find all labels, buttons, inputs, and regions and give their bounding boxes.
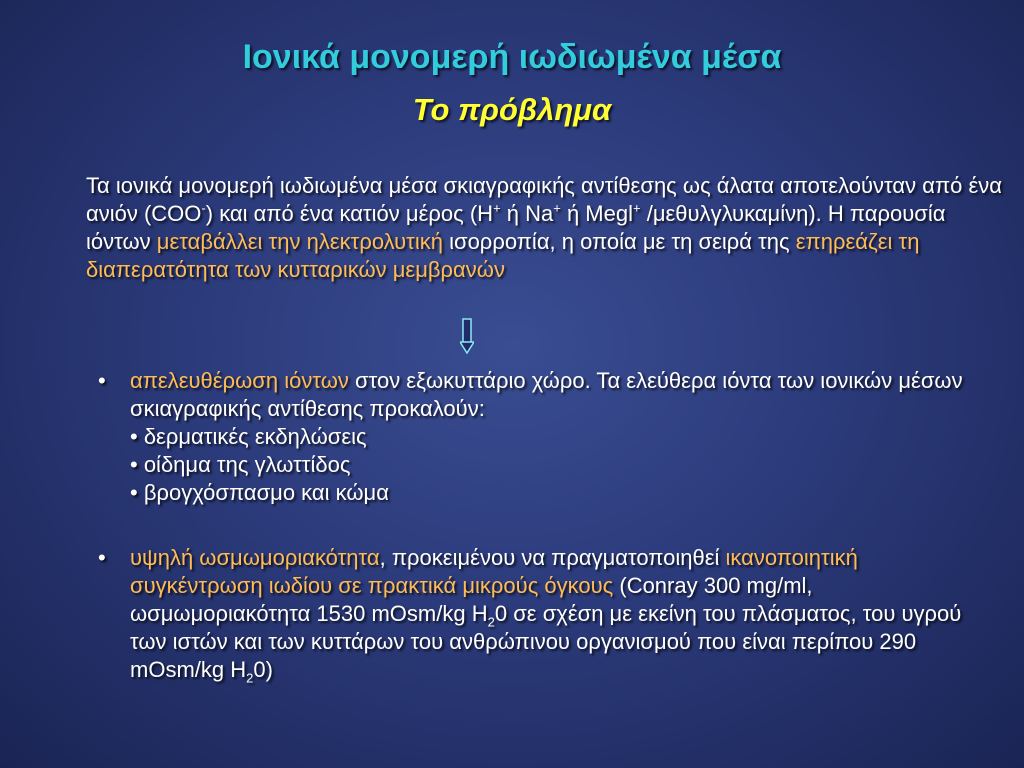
- bullet2-text-4: 0): [253, 657, 273, 682]
- bullet1-text: στον εξωκυττάριο χώρο. Τα ελεύθερα ιόντα των ιονικών μέσων σκιαγραφικής αντίθεσης προκαλούν:: [130, 368, 963, 421]
- slide-title: Ιονικά μονομερή ιωδιωμένα μέσα: [242, 38, 782, 76]
- intro-text-2: ) και από ένα κατιόν μέρος (H: [205, 201, 494, 226]
- intro-text-4: ή Megl: [560, 201, 633, 226]
- bullet-marker: •: [98, 545, 106, 570]
- superscript-plus-2: +: [553, 200, 561, 216]
- sub-item: • οίδημα της γλωττίδος: [130, 452, 351, 477]
- bullet-osmolality-text: [130, 544, 990, 684]
- down-arrow-icon: [460, 318, 474, 354]
- subscript-2: 2: [246, 670, 254, 686]
- slide-subtitle: Το πρόβλημα: [412, 92, 612, 127]
- bullet1-highlight: απελευθέρωση ιόντων: [130, 368, 349, 393]
- intro-text-3: ή Na: [500, 201, 554, 226]
- intro-highlight-2: επηρεάζει τη διαπερατότητα των κυτταρικών μεμβρανών: [86, 229, 920, 282]
- bullet2-text-3: 0 σε σχέση με εκείνη του πλάσματος, του υγρού των ιστών και των κυττάρων του ανθρώπινου οργανισμού που είναι περίπου 290 mOsm/kg H: [130, 601, 962, 682]
- bullet2-text-2: (Conray 300 mg/ml, ωσμωμοριακότητα 1530 mOsm/kg H: [130, 573, 813, 626]
- bullet-ion-release-text: [130, 367, 990, 507]
- intro-highlight-1: μεταβάλλει την ηλεκτρολυτική: [156, 229, 443, 254]
- bullet2-highlight-1: υψηλή ωσμωμοριακότητα: [130, 545, 380, 570]
- bullet2-text-1: , προκειμένου να πραγματοποιηθεί: [379, 545, 726, 570]
- bullet2-highlight-2: ικανοποιητική συγκέντρωση ιωδίου σε πρακτικά μικρούς όγκους: [130, 545, 858, 598]
- intro-text-6: ισορροπία, η οποία με τη σειρά της: [442, 229, 796, 254]
- superscript-plus-3: +: [633, 200, 641, 216]
- intro-text-1: Τα ιονικά μονομερή ιωδιωμένα μέσα σκιαγραφικής αντίθεσης ως άλατα αποτελούνταν από ένα ανιόν (COO: [86, 173, 1003, 226]
- sub-item: • βρογχόσπασμο και κώμα: [130, 480, 389, 505]
- sub-item: • δερματικές εκδηλώσεις: [130, 424, 367, 449]
- intro-paragraph: [86, 172, 1006, 284]
- superscript-plus-1: +: [493, 200, 501, 216]
- intro-text-5: /μεθυλγλυκαμίνη). Η παρουσία ιόντων: [86, 201, 946, 254]
- superscript-minus: -: [201, 200, 206, 216]
- bullet-marker: •: [98, 368, 106, 393]
- subscript-2: 2: [487, 614, 495, 630]
